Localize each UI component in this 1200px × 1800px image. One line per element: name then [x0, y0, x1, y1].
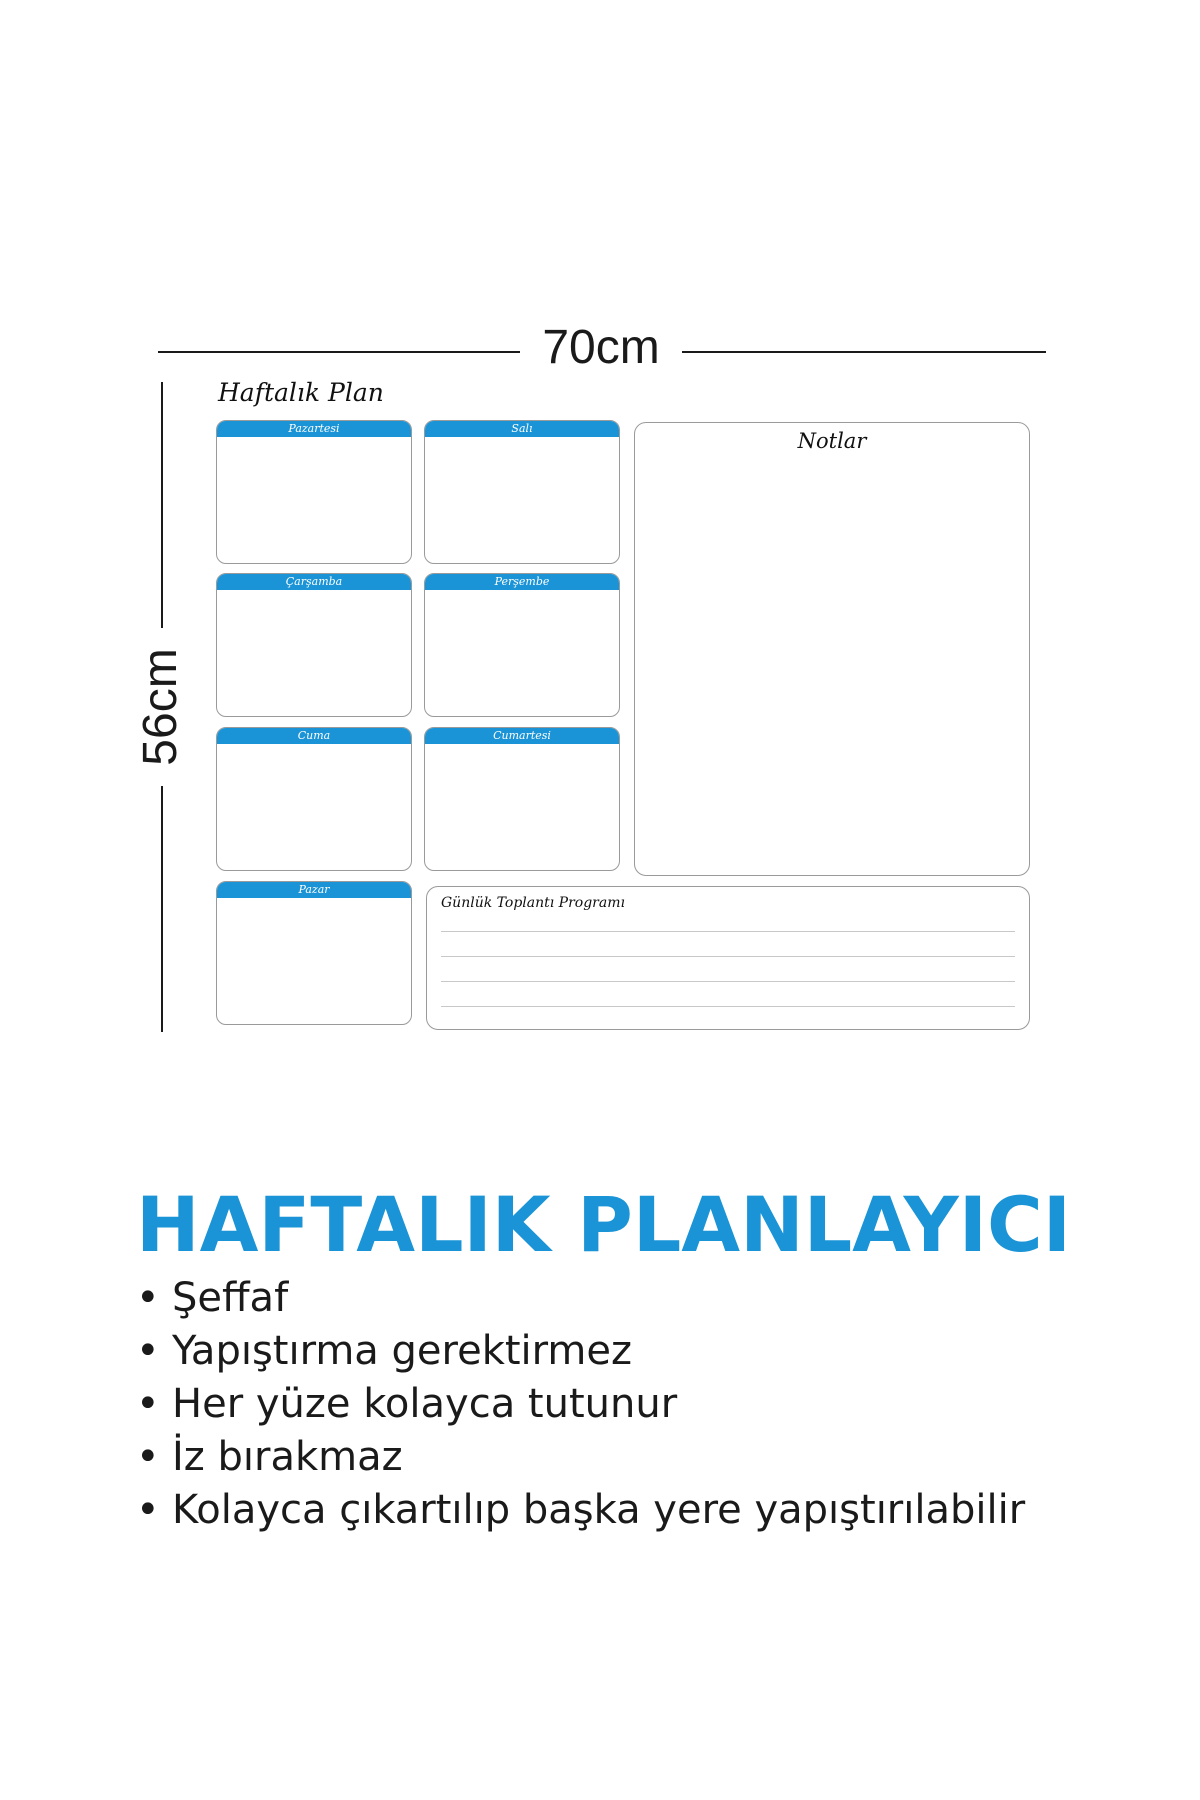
feature-text: Kolayca çıkartılıp başka yere yapıştırılabilir	[172, 1487, 1026, 1533]
day-header: Salı	[425, 421, 619, 437]
day-header: Cuma	[217, 728, 411, 744]
bullet: •	[136, 1434, 160, 1480]
feature-text: Yapıştırma gerektirmez	[172, 1328, 632, 1374]
day-header: Çarşamba	[217, 574, 411, 590]
height-dimension-label: 56cm	[134, 648, 187, 766]
feature-item	[136, 1378, 1025, 1431]
day-header: Cumartesi	[425, 728, 619, 744]
feature-item	[136, 1431, 1025, 1484]
day-header: Perşembe	[425, 574, 619, 590]
day-box-cuma	[216, 727, 412, 871]
bullet: •	[136, 1275, 160, 1321]
width-dimension-line-right	[682, 351, 1046, 353]
height-dimension-line-bottom	[161, 786, 163, 1032]
feature-text: Şeffaf	[172, 1275, 289, 1321]
day-header: Pazar	[217, 882, 411, 898]
day-box-sali	[424, 420, 620, 564]
width-dimension-label: 70cm	[542, 321, 660, 374]
feature-item	[136, 1272, 1025, 1325]
meeting-ruled-line	[441, 981, 1015, 982]
day-box-cumartesi	[424, 727, 620, 871]
day-box-persembe	[424, 573, 620, 717]
feature-text: Her yüze kolayca tutunur	[172, 1381, 678, 1427]
notes-title: Notlar	[797, 429, 867, 453]
notes-panel	[634, 422, 1030, 876]
feature-list	[136, 1272, 1025, 1537]
meeting-title: Günlük Toplantı Programı	[441, 895, 625, 911]
meeting-panel	[426, 886, 1030, 1030]
feature-item	[136, 1325, 1025, 1378]
meeting-ruled-line	[441, 1006, 1015, 1007]
meeting-ruled-line	[441, 956, 1015, 957]
product-title: HAFTALIK PLANLAYICI	[136, 1180, 1072, 1269]
meeting-ruled-line	[441, 931, 1015, 932]
bullet: •	[136, 1487, 160, 1533]
day-header: Pazartesi	[217, 421, 411, 437]
day-box-carsamba	[216, 573, 412, 717]
bullet: •	[136, 1381, 160, 1427]
feature-item	[136, 1484, 1025, 1537]
day-box-pazar	[216, 881, 412, 1025]
feature-text: İz bırakmaz	[172, 1434, 403, 1480]
day-box-pazartesi	[216, 420, 412, 564]
planner-title: Haftalık Plan	[218, 378, 384, 407]
bullet: •	[136, 1328, 160, 1374]
height-dimension-line-top	[161, 382, 163, 628]
width-dimension-line-left	[158, 351, 520, 353]
